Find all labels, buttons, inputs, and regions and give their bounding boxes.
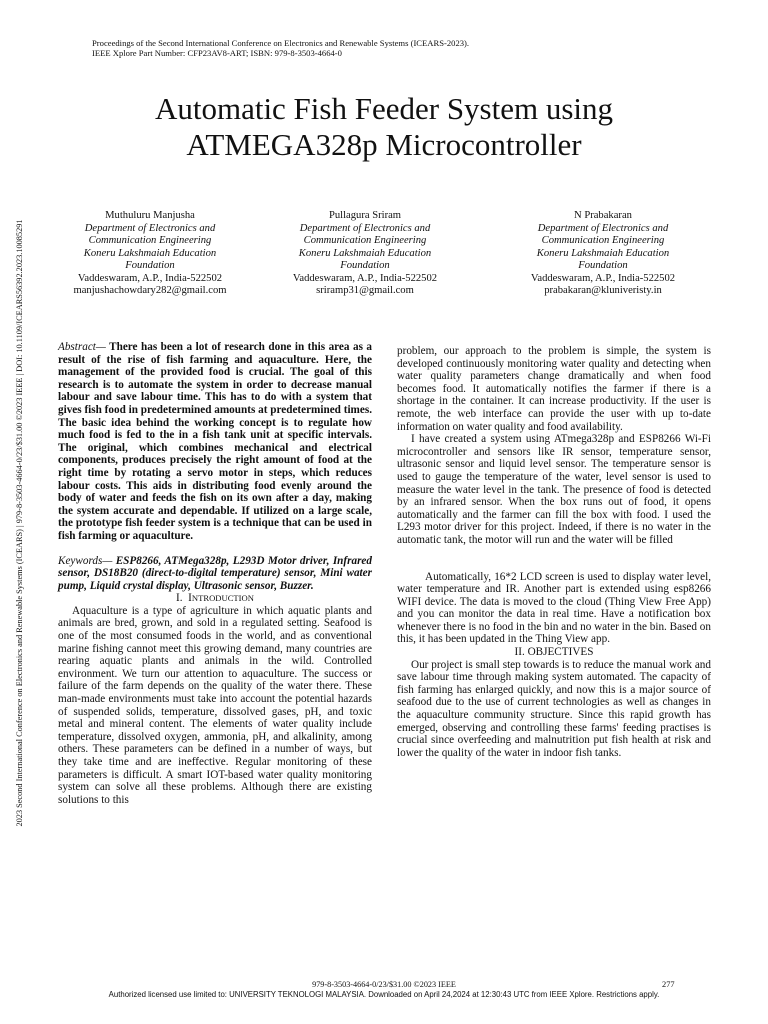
body-paragraph-1: problem, our approach to the problem is simple, the system is developed continuously monitoring water quality and detecting when water quality parameters change dramatically and when food becomes food. It automatically notifies the farmer if there is a shortage in the container. It can increase productivity. If the user is remote, the web interface can provide the user with up to-date information on water quality and food availability. [397,345,711,433]
objectives-paragraph: Our project is small step towards is to reduce the manual work and save labour time through making system automated. The capacity of fish farming has enlarged quickly, and now this is a major source of seafood due to the use of current technologies as well as changes in the aquaculture community structure. Since this rapid growth has emerged, observing and controlling these farms' feeding practises is crucial since overfeeding and malnutrition put fish health at risk and lower the quality of the water in indoor fish tanks. [397,658,711,759]
section-rest: NTRODUCTION [191,593,254,604]
author-department: Communication Engineering [541,235,665,246]
author-location: Vaddeswaram, A.P., India-522502 [292,272,438,284]
xplore-part-number: IEEE Xplore Part Number: CFP23AV8-ART; ISBN: 979-8-3503-4664-0 [92,48,342,58]
left-column [58,341,372,806]
author-department: Department of Electronics and [299,222,431,234]
keywords-lead: Keywords— [58,554,113,567]
right-column [397,345,711,759]
paper-title-line1: Automatic Fish Feeder System using [154,91,614,126]
author-email: sriramp31@gmail.com [316,285,414,296]
page-number: 277 [662,980,675,989]
proceedings-header: Proceedings of the Second International Conference on Electronics and Renewable Systems (ICEARS-2023). [92,38,470,48]
author-organization: Koneru Lakshmaiah Education [83,247,217,259]
section-cap: I [188,592,192,605]
section-number: I. [176,592,183,605]
body-paragraph-3: Automatically, 16*2 LCD screen is used to display water level, water temperature and IR. Another part is extended using esp8266 WIFI device. The data is moved to the cloud (Thing View Free App) and you can monitor the data in real time. Have a notification box whenever there is no food in the bin and no water in the bin. Based on this, it has been updated in the Thing View app. [397,570,711,646]
abstract [58,341,372,543]
abstract-lead: Abstract— [58,341,106,353]
abstract-text: There has been a lot of research done in this area as a result of the rise of fish farming and aquaculture. Here, the management of the provided food is crucial. The goal of this research is to automate the system in order to decrease manual labour and save labour time. This has to do with a system that gives fish food in predetermined amounts at predetermined times. The basic idea behind the working concept is to regulate how much food is fed to the in a fish tank unit at specific intervals. The original, which combines mechanical and electrical components, produces precisely the right amount of food at the right time by rotating a servo motor in steps, which reduces labour costs. This aids in distributing food evenly around the body of water and feeds the fish on its own after a day, making the system accurate and dependable. If utilized on a large scale, the prototype fish feeder system is a technique that can be used in fish farming or aquaculture. [58,341,372,542]
intro-paragraph: Aquaculture is a type of agriculture in which aquatic plants and animals are bred, grown, and sold in a regulated setting. Seafood is one of the most consumed foods in the world, and as conventional marine fishing cannot meet this growing demand, many countries are rearing aquatic plants and animals in the wild. Controlled environment. We turn our attention to aquaculture. The success or failure of the farm depends on the quality of the water there. These man-made environments must take into account the potential hazards of suspended solids, temperature, dissolved gases, pH, and toxic metal and mineral content. The elements of water quality include temperature, dissolved oxygen, ammonia, pH, and alkalinity, among others. These parameters can be defined in a number of ways, but they take time and are ineffective. Regular monitoring of these parameters is difficult. A smart IOT-based water quality monitoring system can solve all these problems. Although there are existing solutions to this [58,604,372,806]
author-location: Vaddeswaram, A.P., India-522502 [530,272,676,284]
section-heading-introduction [58,592,372,605]
author-department: Communication Engineering [303,235,427,246]
author-organization: Foundation [125,260,175,271]
author-department: Communication Engineering [88,235,212,246]
author-location: Vaddeswaram, A.P., India-522502 [77,272,223,284]
author-email: prabakaran@kluniveristy.in [544,285,662,296]
author-organization: Foundation [578,260,628,271]
author-name: N Prabakaran [574,210,632,221]
author-name: Muthuluru Manjusha [105,210,195,221]
author-organization: Koneru Lakshmaiah Education [536,247,670,259]
author-block-2 [250,210,480,298]
author-organization: Foundation [340,260,390,271]
license-notice: Authorized licensed use limited to: UNIVERSITY TEKNOLOGI MALAYSIA. Downloaded on April 24,2024 at 12:30:43 UTC from IEEE Xplore. Restrictions apply. [108,990,660,999]
paper-title-line2: ATMEGA328p Microcontroller [186,127,582,162]
body-paragraph-2: I have created a system using ATmega328p and ESP8266 Wi-Fi microcontroller and sensors like IR sensor, temperature sensor, ultrasonic sensor and liquid level sensor. The temperature sensor is used to gauge the temperature of the water, level sensor is used to measure the water level in the tank. The presence of food is detected by an infrared sensor. When the box runs out of food, it opens automatically and the farmer can fill the box with food. I used the L293 motor driver for this project. Indeed, if there is no water in the automatic tank, the motor will run and the water will be filled [397,433,711,546]
author-department: Department of Electronics and [84,222,216,234]
footer-identifier: 979-8-3503-4664-0/23/$31.00 ©2023 IEEE [312,980,456,989]
author-department: Department of Electronics and [537,222,669,234]
author-block-1 [35,210,265,298]
author-organization: Koneru Lakshmaiah Education [298,247,432,259]
author-block-3 [488,210,718,298]
author-email: manjushachowdary282@gmail.com [73,285,227,296]
author-name: Pullagura Sriram [328,210,402,221]
side-citation-text: 2023 Second International Conference on Electronics and Renewable Systems (ICEARS) | 979-8-3503-4664-0/23/$31.00 ©2023 IEEE | DOI: 10.1109/ICEARS56392.2023.10085291 [15,219,24,827]
section-heading-objectives: II. OBJECTIVES [514,646,594,659]
keywords-text: ESP8266, ATMega328p, L293D Motor driver, Infrared sensor, DS18B20 (direct-to-digital temperature) sensor, Mini water pump, Liquid crystal display, Ultrasonic sensor, Buzzer. [58,554,372,592]
keywords [58,555,372,593]
